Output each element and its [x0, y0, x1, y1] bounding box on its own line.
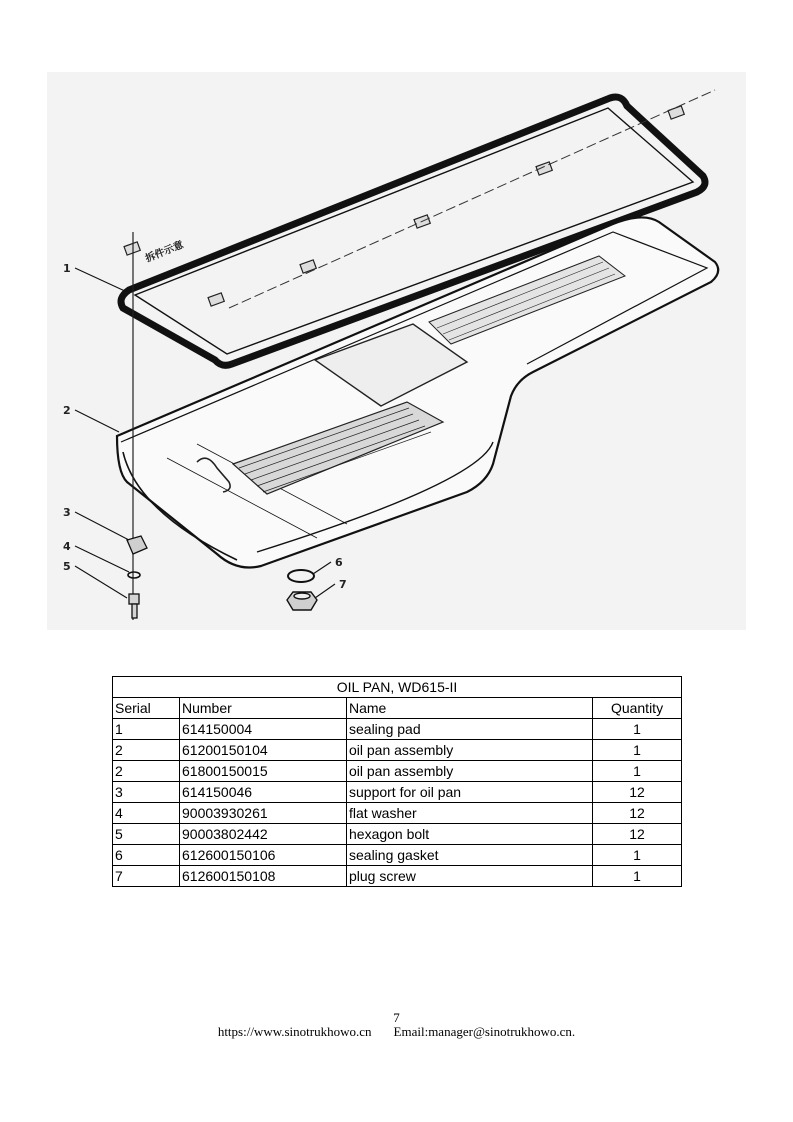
cell-quantity: 12: [593, 803, 682, 824]
table-title-row: [113, 677, 682, 698]
table-row: [113, 782, 682, 803]
table-row: [113, 866, 682, 887]
cell-name: sealing gasket: [347, 845, 593, 866]
cell-number: 614150004: [180, 719, 347, 740]
footer-website[interactable]: https://www.sinotrukhowo.cn: [217, 1024, 372, 1039]
cell-quantity: 12: [593, 782, 682, 803]
page-number: 7: [393, 1010, 400, 1025]
cell-quantity: 1: [593, 845, 682, 866]
cell-serial: 6: [113, 845, 180, 866]
table-title: OIL PAN, WD615-II: [113, 677, 682, 698]
cell-number: 61200150104: [180, 740, 347, 761]
cell-serial: 7: [113, 866, 180, 887]
cell-serial: 4: [113, 803, 180, 824]
column-header-name: Name: [347, 698, 593, 719]
hexagon-bolt: [129, 594, 139, 618]
cell-serial: 3: [113, 782, 180, 803]
parts-table: [112, 676, 682, 887]
cell-name: plug screw: [347, 866, 593, 887]
flat-washer: [128, 572, 140, 578]
plug-screw: [287, 592, 317, 610]
cell-name: sealing pad: [347, 719, 593, 740]
table-row: [113, 761, 682, 782]
oil-pan-body: [117, 217, 718, 567]
column-header-serial: Serial: [113, 698, 180, 719]
table-row: [113, 803, 682, 824]
cell-quantity: 1: [593, 719, 682, 740]
exploded-diagram: [47, 72, 746, 630]
cell-quantity: 1: [593, 866, 682, 887]
cell-quantity: 1: [593, 740, 682, 761]
column-header-quantity: Quantity: [593, 698, 682, 719]
cell-serial: 5: [113, 824, 180, 845]
cell-quantity: 1: [593, 761, 682, 782]
table-row: [113, 719, 682, 740]
callout-6: 6: [335, 556, 343, 569]
support-block: [127, 536, 147, 554]
callout-1: 1: [63, 262, 71, 275]
cell-number: 612600150106: [180, 845, 347, 866]
table-row: [113, 845, 682, 866]
cell-serial: 1: [113, 719, 180, 740]
cell-serial: 2: [113, 740, 180, 761]
table-row: [113, 824, 682, 845]
callout-4: 4: [63, 540, 71, 553]
cell-number: 90003802442: [180, 824, 347, 845]
table-row: [113, 740, 682, 761]
callout-7: 7: [339, 578, 347, 591]
stamp-label: 拆件示意: [144, 239, 186, 265]
column-header-number: Number: [180, 698, 347, 719]
cell-name: oil pan assembly: [347, 761, 593, 782]
cell-name: flat washer: [347, 803, 593, 824]
oil-pan-drawing: [47, 72, 746, 630]
callout-2: 2: [63, 404, 71, 417]
cell-quantity: 12: [593, 824, 682, 845]
callout-5: 5: [63, 560, 71, 573]
cell-number: 90003930261: [180, 803, 347, 824]
sealing-gasket-ring: [288, 570, 314, 582]
cell-name: hexagon bolt: [347, 824, 593, 845]
footer-email[interactable]: Email:manager@sinotrukhowo.cn.: [393, 1024, 576, 1039]
cell-number: 614150046: [180, 782, 347, 803]
table-header-row: [113, 698, 682, 719]
cell-name: oil pan assembly: [347, 740, 593, 761]
cell-name: support for oil pan: [347, 782, 593, 803]
cell-number: 612600150108: [180, 866, 347, 887]
cell-number: 61800150015: [180, 761, 347, 782]
cell-serial: 2: [113, 761, 180, 782]
footer-contact: [0, 1024, 793, 1040]
callout-3: 3: [63, 506, 71, 519]
